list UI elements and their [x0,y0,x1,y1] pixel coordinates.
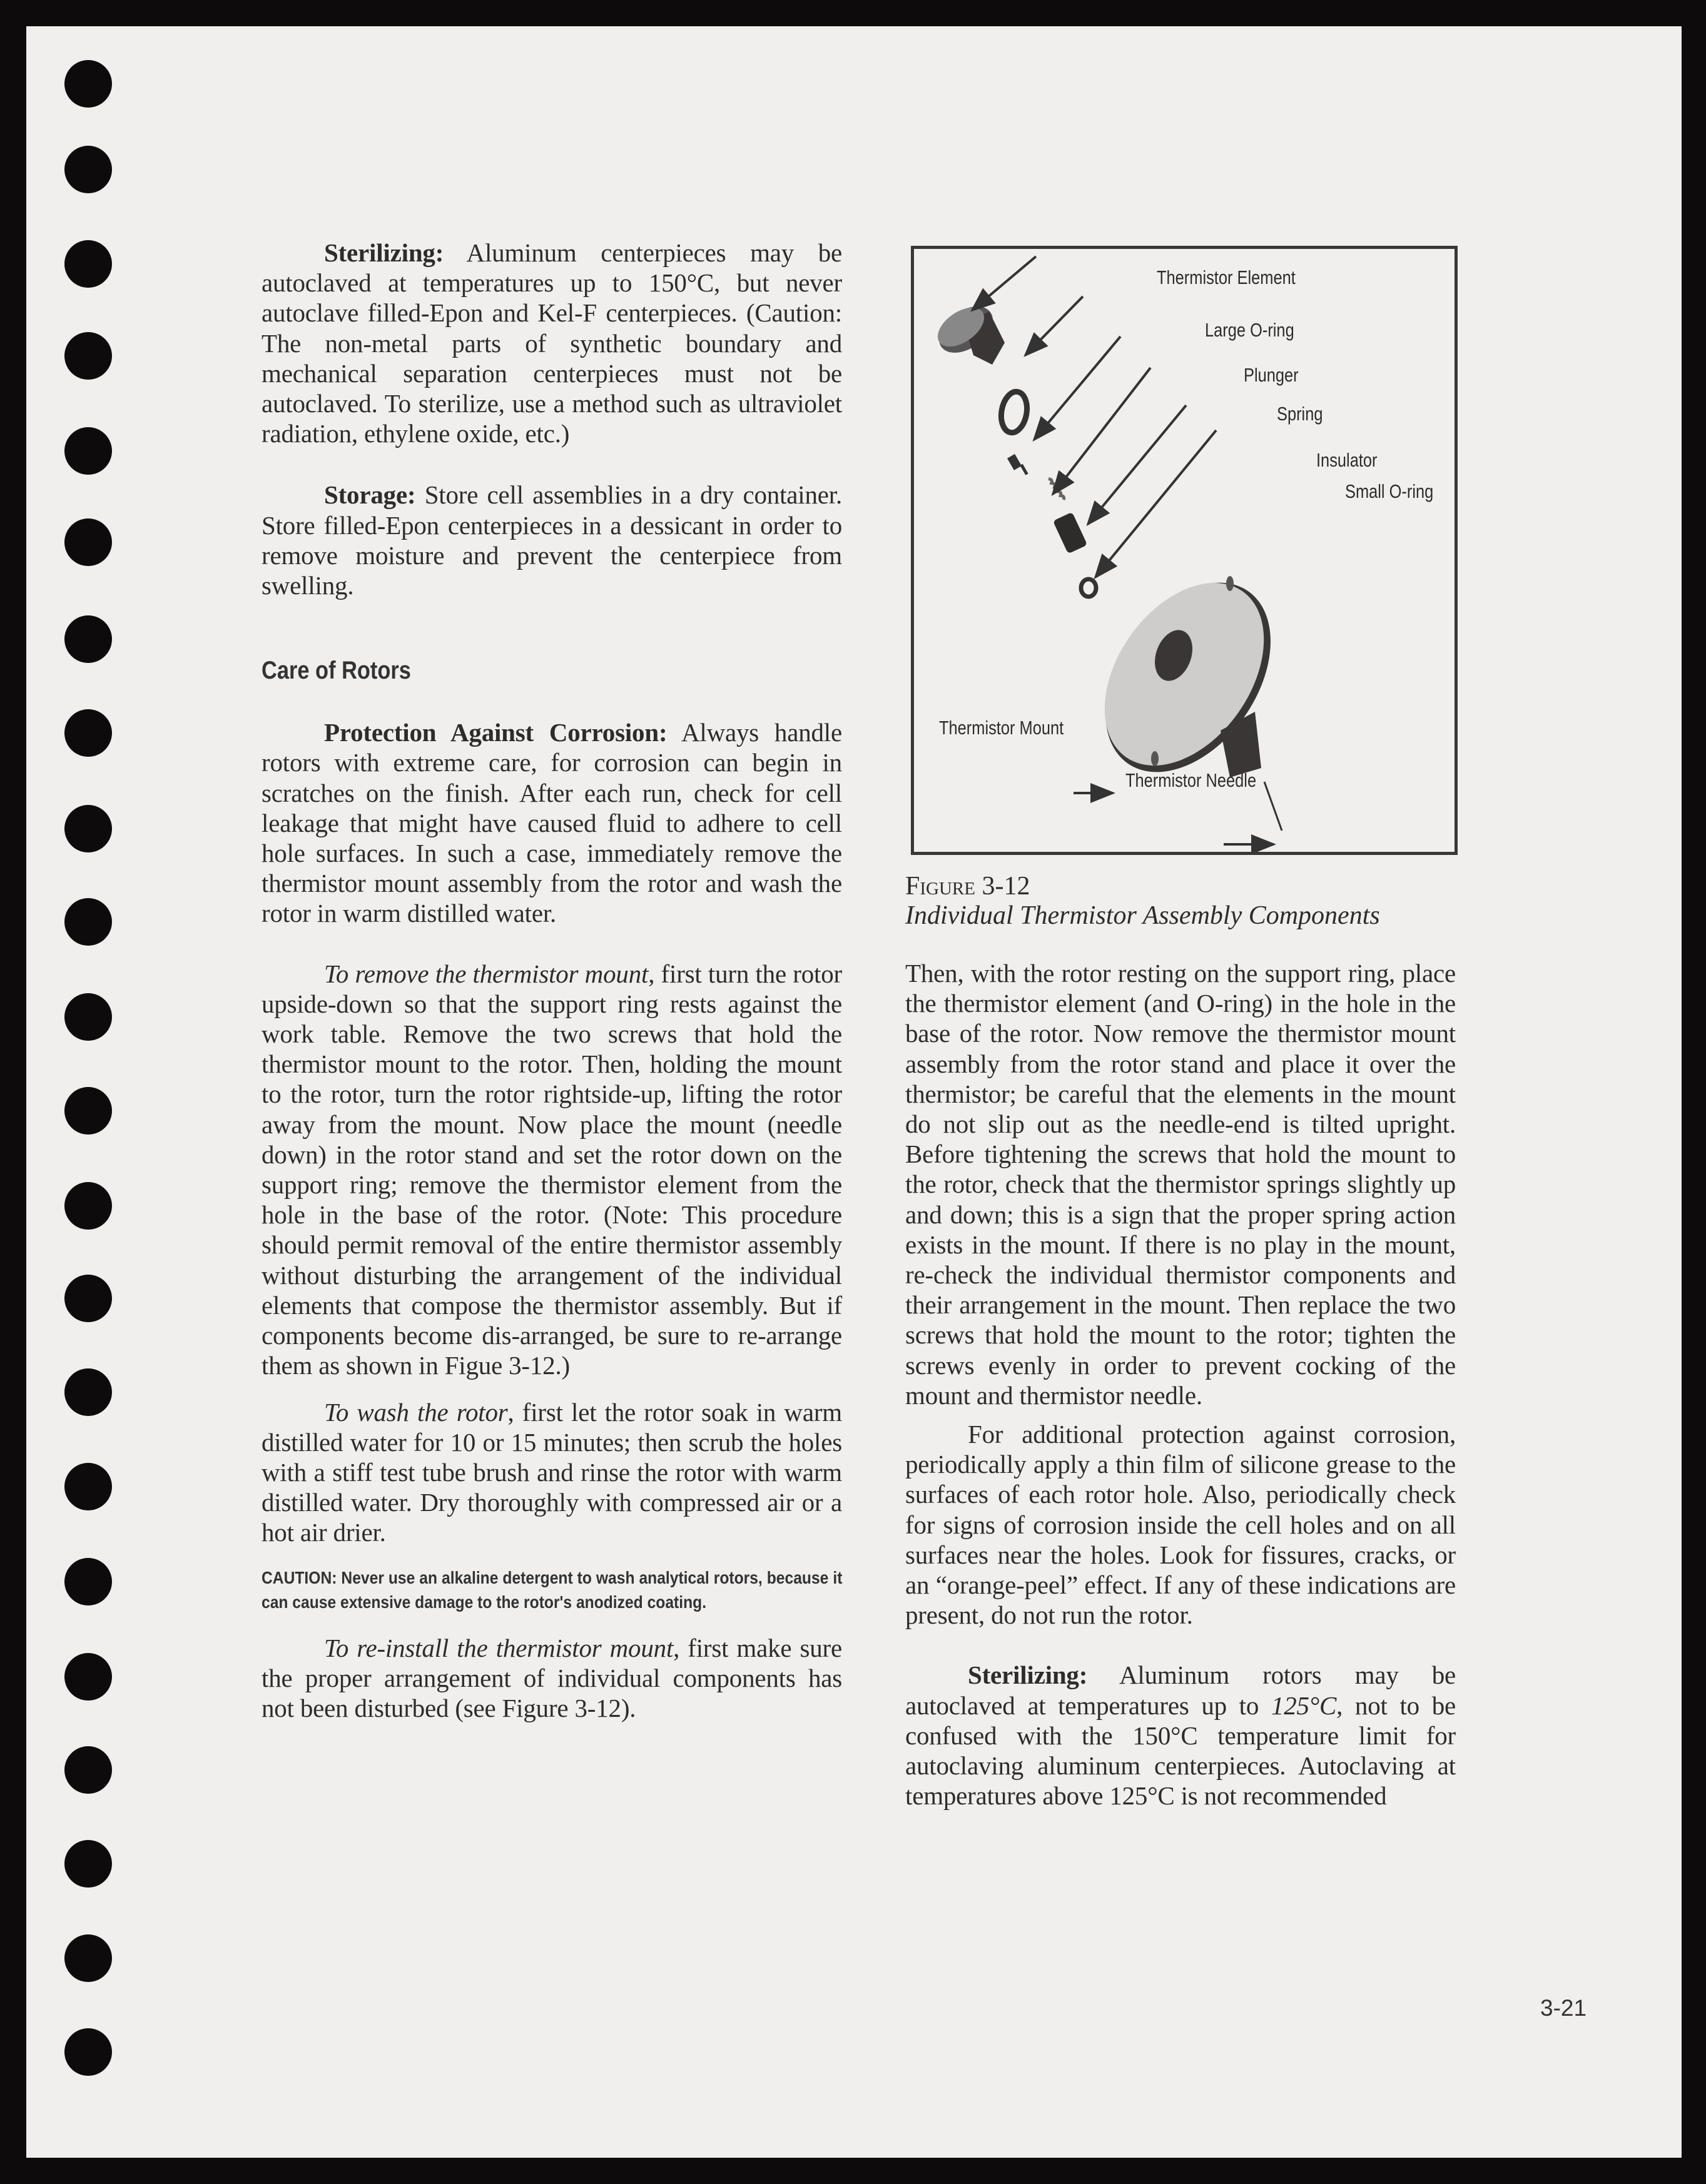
label-insulator: Insulator [1316,449,1378,471]
binder-hole [64,805,112,852]
binder-hole [64,1653,112,1701]
binder-hole [64,1463,112,1510]
figure-title: Individual Thermistor Assembly Components [905,901,1380,930]
binder-hole [64,1182,112,1230]
paragraph-wash-rotor: To wash the rotor, first let the rotor soak in warm distilled water for 10 or 15 minutes; then scrub the holes with a stiff test tube brush and rinse the rotor with warm distilled water. Dry thoroughly with compressed air or a hot air drier. [261,1397,842,1547]
lead-sterilizing-rotors: Sterilizing: [968,1661,1088,1690]
thermistor-element-icon [930,297,1005,365]
label-large-o-ring: Large O-ring [1205,319,1294,341]
binder-hole [64,518,112,566]
paragraph-reinstall-mount: To re-install the thermistor mount, first make sure the proper arrangement of individual components has not been disturbed (see Figure 3-12). [261,1633,842,1722]
paragraph-then-replace: Then, with the rotor resting on the support ring, place the thermistor element (and O-ring) in the hole in the base of the rotor. Now remove the thermistor mount assembly from the rotor stand and place it over the thermistor; be careful that the elements in the mount do not slip out as the needle-end is tilted upright. Before tightening the screws that hold the mount to the rotor, check that the thermistor springs slightly up and down; this is a sign that the proper spring action exists in the mount. If there is no play in the mount, re-check the individual thermistor components and their arrangement in the mount. Then replace the two screws that hold the mount to the rotor; tighten the screws evenly in order to prevent cocking of the mount and thermistor needle. [905,959,1456,1410]
binder-hole [64,993,112,1041]
binder-hole [64,2028,112,2076]
thermistor-assembly-illustration [914,249,1455,852]
binder-hole [64,709,112,757]
thermistor-mount-icon [1072,552,1305,802]
paragraph-additional-protection: For additional protection against corrosion, periodically apply a thin film of silicone grease to the surfaces of each rotor hole. Also, periodically check for signs of corrosion inside the cell holes and on all surfaces near the holes. Look for fissures, cracks, or an “orange-peel” effect. If any of these indications are present, do not run the rotor. [905,1420,1456,1630]
binder-hole [64,1368,112,1416]
paragraph-remove-mount: To remove the thermistor mount, first turn the rotor upside-down so that the support ring rests against the work table. Remove the two screws that hold the thermistor mount to the rotor. Then, holding the mount to the rotor, turn the rotor rightside-up, lifting the rotor away from the mount. Now place the mount (needle down) in the rotor stand and set the rotor down on the support ring; remove the thermistor element from the hole in the base of the rotor. (Note: This procedure should permit removal of the entire thermistor assembly without disturbing the arrangement of the individual elements that compose the thermistor assembly. But if components become dis-arranged, be sure to re-arrange them as shown in Figue 3-12.) [261,959,842,1380]
label-spring: Spring [1277,403,1323,425]
figure-3-12-frame [911,246,1458,855]
page-number: 3-21 [1540,1995,1587,2021]
label-plunger: Plunger [1244,364,1299,386]
binder-hole [64,615,112,663]
binder-hole [64,240,112,288]
binder-hole [64,1746,112,1794]
paragraph-storage: Storage: Store cell assemblies in a dry container. Store filled-Epon centerpieces in a dessicant in order to remove moisture and prevent the centerpiece from swelling. [261,480,842,600]
paragraph-protection-against-corrosion: Protection Against Corrosion: Always handle rotors with extreme care, for corrosion can begin in scratches on the finish. After each run, check for cell leakage that might have caused fluid to adhere to cell hole surfaces. In such a case, immediately remove the thermistor mount assembly from the rotor and wash the rotor in warm distilled water. [261,718,842,928]
label-thermistor-needle: Thermistor Needle [1125,769,1257,791]
binder-hole [64,1087,112,1135]
binder-hole [64,60,112,108]
lead-storage: Storage: [324,480,416,510]
binder-hole [64,1934,112,1982]
section-heading-care-of-rotors: Care of Rotors [261,657,411,685]
figure-number: Figure 3-12 [905,872,1030,901]
binder-hole [64,1558,112,1605]
binder-hole [64,332,112,380]
lead-protection: Protection Against Corrosion: [324,718,668,747]
binder-hole [64,898,112,946]
binder-hole [64,1275,112,1322]
binder-hole [64,427,112,475]
paragraph-sterilizing-rotors: Sterilizing: Aluminum rotors may be autoclaved at temperatures up to 125°C, not to be confused with the 150°C temperature limit for autoclaving aluminum centerpieces. Autoclaving at temperatures above 125°C is not recommended [905,1661,1456,1811]
lead-sterilizing: Sterilizing: [324,238,444,267]
right-column [905,958,1456,1811]
caution-note: CAUTION: Never use an alkaline detergent to wash analytical rotors, because it can cause extensive damage to the rotor's anodized coating. [261,1567,843,1612]
label-thermistor-element: Thermistor Element [1157,266,1296,288]
label-small-o-ring: Small O-ring [1345,480,1434,502]
binder-hole [64,146,112,193]
left-column [261,238,842,1723]
binder-hole [64,1840,112,1888]
label-thermistor-mount: Thermistor Mount [939,717,1064,739]
paragraph-sterilizing-centerpieces: Sterilizing: Aluminum centerpieces may be autoclaved at temperatures up to 150°C, but never autoclave filled-Epon and Kel-F centerpieces. (Caution: The non-metal parts of synthetic boundary and mechanical separation centerpieces must not be autoclaved. To sterilize, use a method such as ultraviolet radiation, ethylene oxide, etc.) [261,238,842,448]
